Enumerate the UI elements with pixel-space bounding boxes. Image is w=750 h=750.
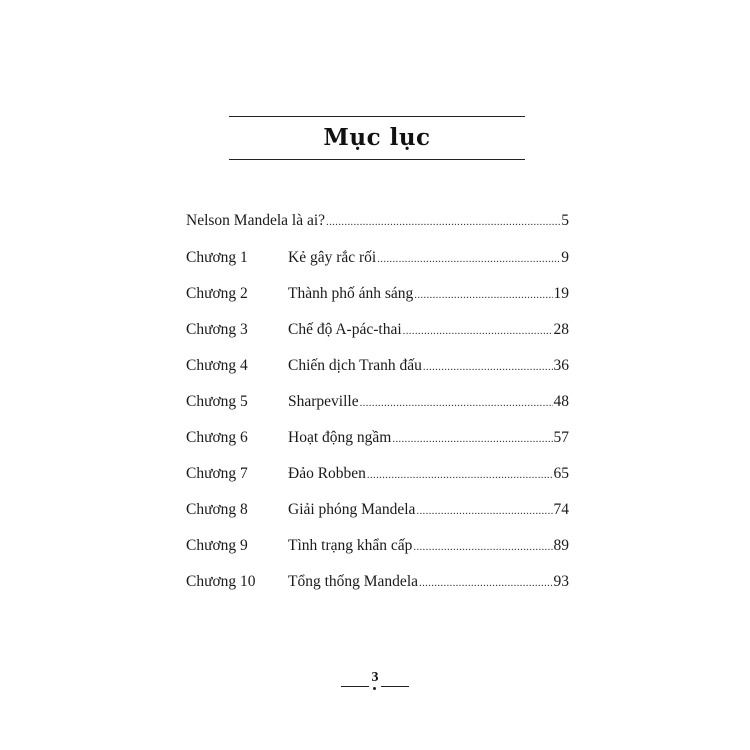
toc-entry-chapter-1[interactable] (186, 249, 569, 269)
toc-entry-chapter-2[interactable] (186, 285, 569, 305)
footer-rule-right (381, 686, 409, 687)
dot-leader (414, 289, 552, 301)
toc-entry-title: Hoạt động ngầm (288, 429, 392, 446)
toc-entry-title: Chế độ A-pác-thai (288, 321, 402, 338)
chapter-label: Chương 4 (186, 357, 248, 374)
toc-entry-chapter-4[interactable] (186, 357, 569, 377)
toc-entry-title: Thành phố ánh sáng (288, 285, 414, 302)
page-number: 3 (371, 670, 379, 685)
toc-page-number: 9 (561, 249, 569, 266)
dot-leader (360, 397, 553, 409)
toc-entry-title: Kẻ gây rắc rối (288, 249, 377, 266)
toc-page-number: 57 (553, 429, 569, 446)
dot-leader (367, 469, 553, 481)
toc-entry-title: Sharpeville (288, 393, 359, 410)
dot-leader (423, 361, 553, 373)
toc-entry-chapter-8[interactable] (186, 501, 569, 521)
footer-ornament-dot (373, 687, 376, 690)
toc-page-number: 5 (561, 212, 569, 229)
chapter-label: Chương 10 (186, 573, 256, 590)
toc-entry-title: Tình trạng khẩn cấp (288, 537, 413, 554)
toc-entry-title: Tổng thống Mandela (288, 573, 419, 590)
toc-page-number: 48 (553, 393, 569, 410)
toc-page-number: 65 (553, 465, 569, 482)
dot-leader (326, 216, 560, 228)
toc-entry-title: Nelson Mandela là ai? (186, 212, 326, 229)
toc-entry-chapter-5[interactable] (186, 393, 569, 413)
dot-leader (419, 577, 552, 589)
toc-page-number: 19 (553, 285, 569, 302)
toc-page-number: 28 (553, 321, 569, 338)
toc-entry-chapter-6[interactable] (186, 429, 569, 449)
chapter-label: Chương 6 (186, 429, 248, 446)
dot-leader (392, 433, 552, 445)
toc-entry-title: Giải phóng Mandela (288, 501, 416, 518)
toc-entry-title: Chiến dịch Tranh đấu (288, 357, 422, 374)
page-title: Mục lục (323, 124, 431, 151)
chapter-label: Chương 5 (186, 393, 248, 410)
title-top-rule (229, 116, 525, 117)
title-bottom-rule (229, 159, 525, 160)
page-footer (335, 670, 415, 694)
toc-entry-chapter-7[interactable] (186, 465, 569, 485)
chapter-label: Chương 3 (186, 321, 248, 338)
toc-entry-title: Đảo Robben (288, 465, 366, 482)
chapter-label: Chương 1 (186, 249, 248, 266)
toc-page-number: 89 (553, 537, 569, 554)
toc-page-number: 93 (553, 573, 569, 590)
chapter-label: Chương 2 (186, 285, 248, 302)
toc-entry-chapter-9[interactable] (186, 537, 569, 557)
toc-entry-chapter-10[interactable] (186, 573, 569, 593)
dot-leader (413, 541, 552, 553)
dot-leader (416, 505, 552, 517)
dot-leader (403, 325, 553, 337)
dot-leader (377, 253, 560, 265)
toc-entry-chapter-3[interactable] (186, 321, 569, 341)
chapter-label: Chương 9 (186, 537, 248, 554)
toc-page-number: 36 (553, 357, 569, 374)
toc-entry-intro[interactable] (186, 212, 569, 232)
footer-rule-left (341, 686, 369, 687)
chapter-label: Chương 7 (186, 465, 248, 482)
chapter-label: Chương 8 (186, 501, 248, 518)
toc-page-number: 74 (553, 501, 569, 518)
